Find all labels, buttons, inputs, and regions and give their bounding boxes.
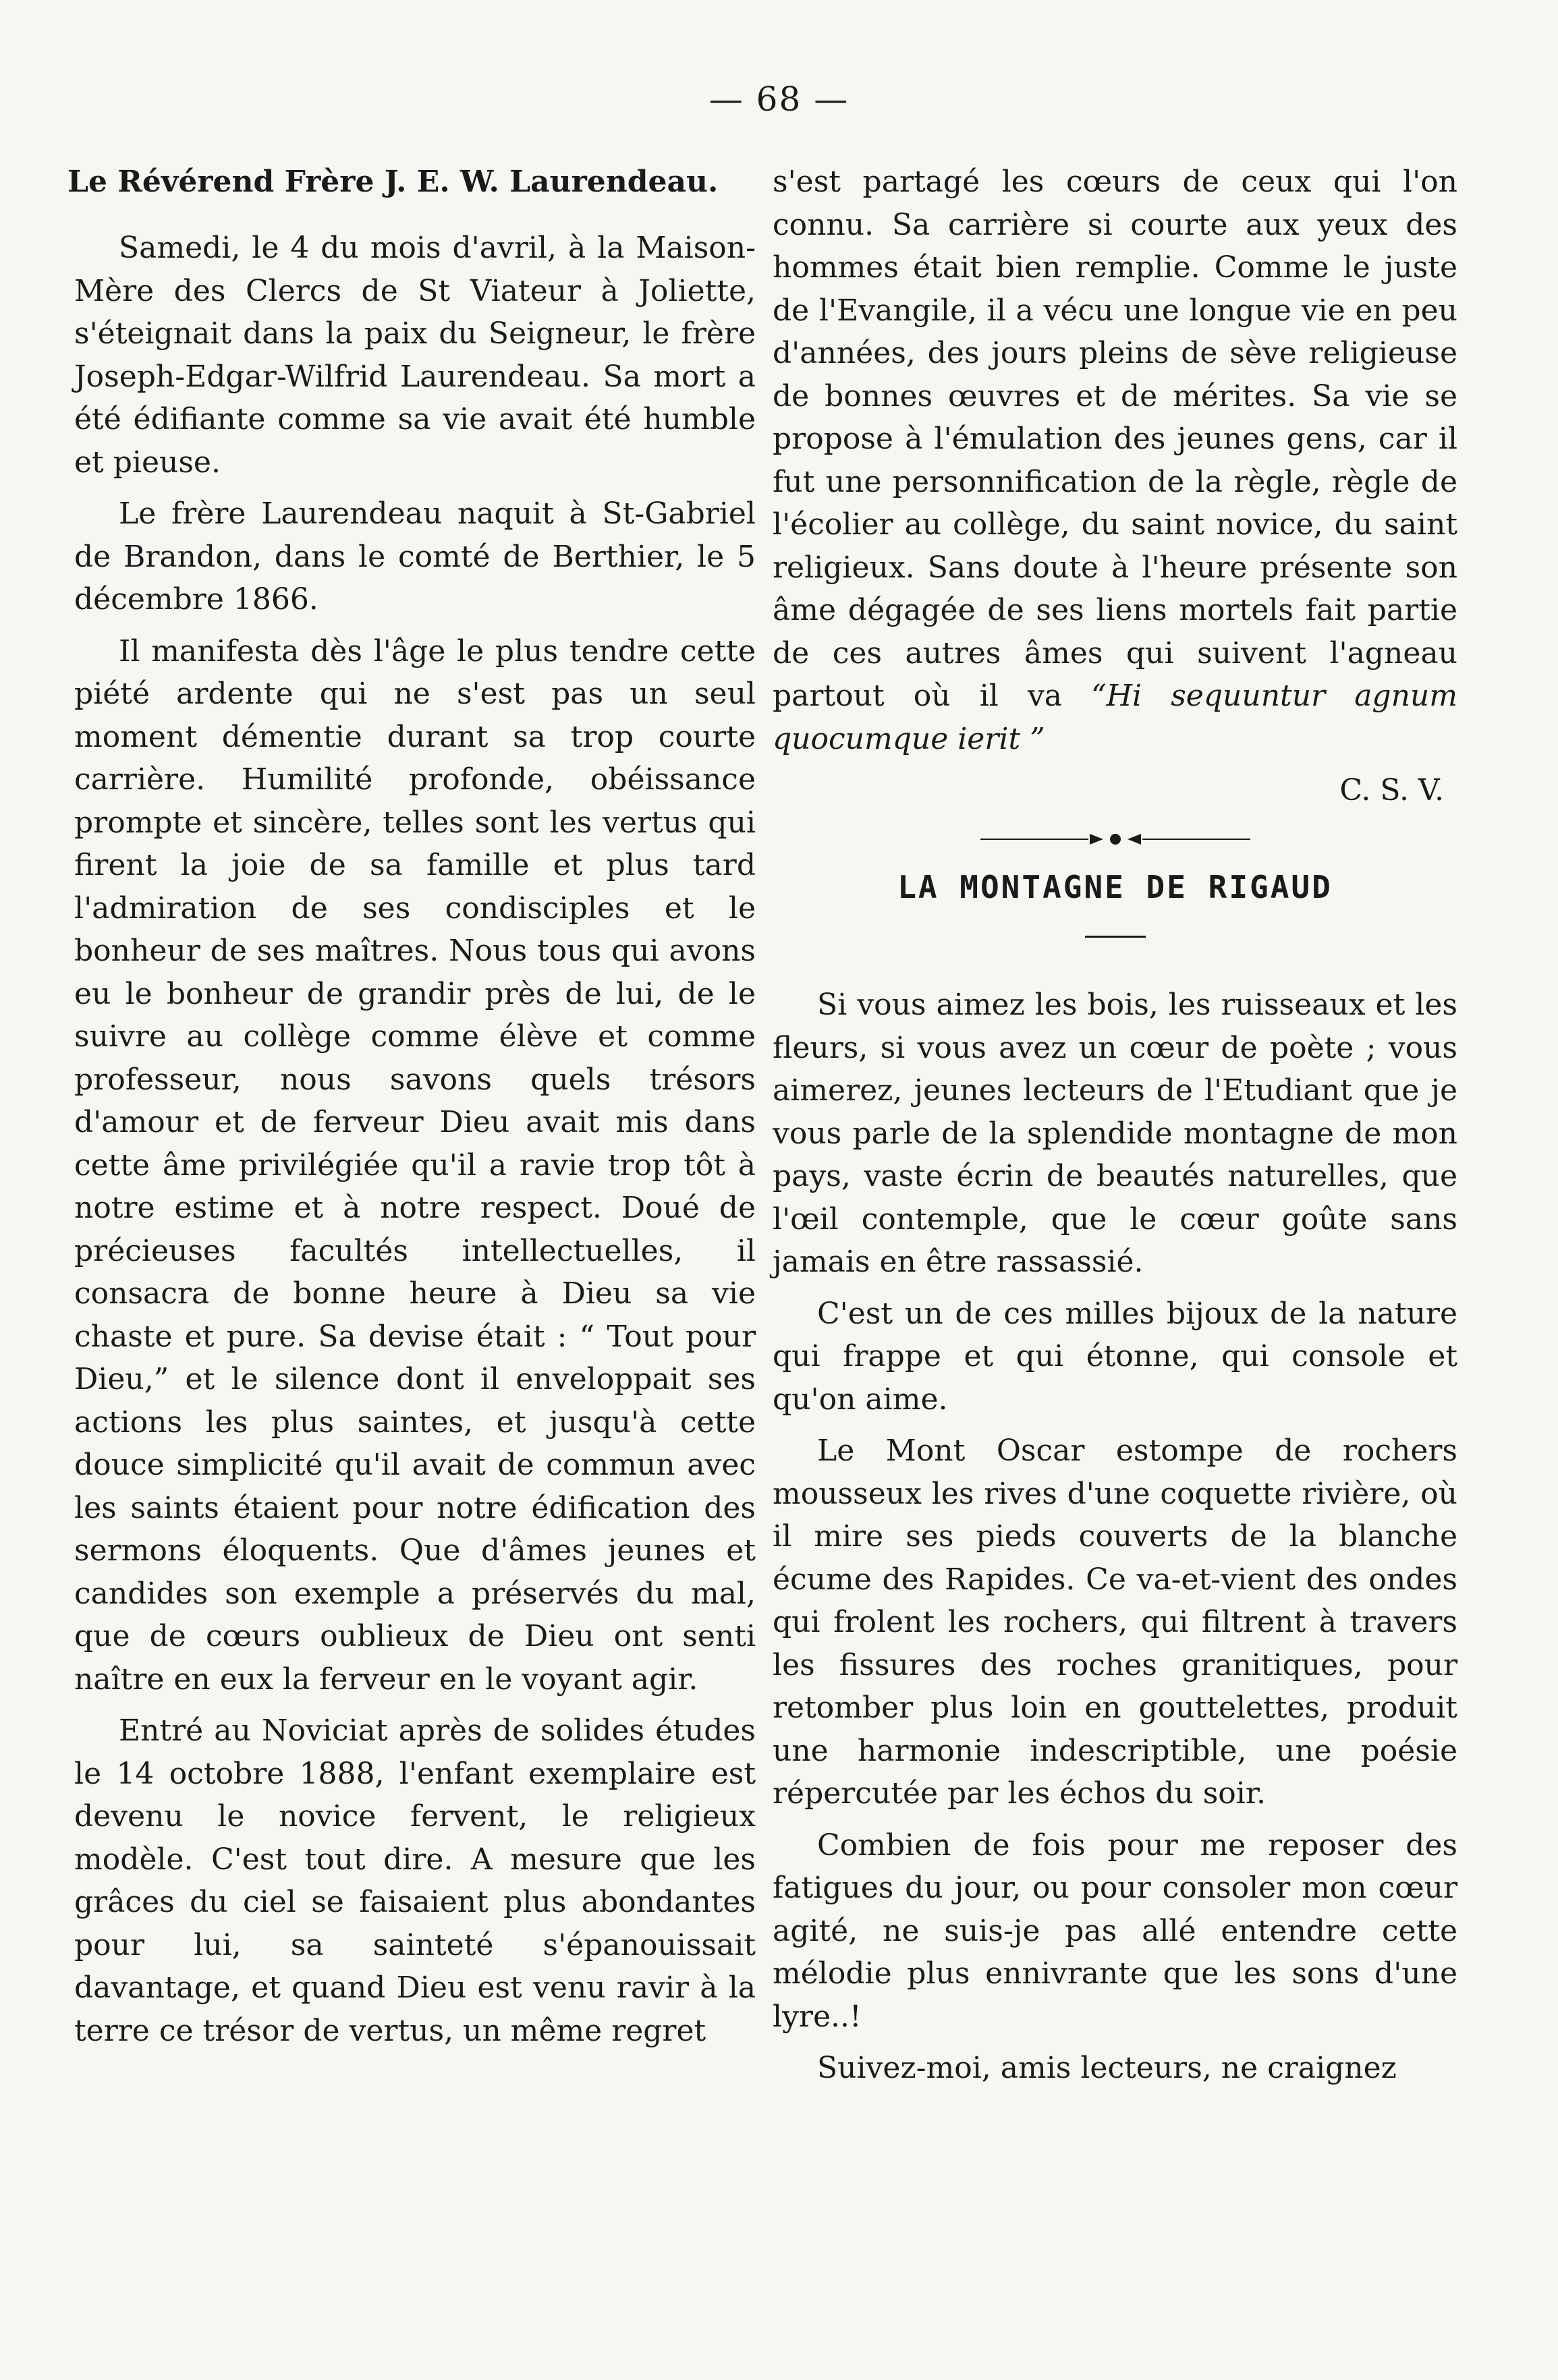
right-column [773,161,1457,2099]
paragraph: Entré au Noviciat après de solides études le 14 octobre 1888, l'enfant exemplaire est devenu le novice fervent, le religieux modèle. C'est tout dire. A mesure que les grâces du ciel se faisaient plus abondantes pour lui, sa sainteté s'épanouissait davantage, et quand Dieu est venu ravir à la terre ce trésor de vertus, un même regret [74,1713,756,2048]
paragraph: Le Mont Oscar estompe de rochers mousseux les rives d'une coquette rivière, où il mire ses pieds couverts de la blanche écume des Rapides. Ce va-et-vient des ondes qui frolent les rochers, qui filtrent à travers les fissures des roches granitiques, pour retomber plus loin en gouttelettes, produit une harmonie indescriptible, une poésie répercutée par les échos du soir. [773,1434,1457,1811]
paragraph: Le frère Laurendeau naquit à St-Gabriel de Brandon, dans le comté de Berthier, le 5 décembre 1866. [74,497,756,617]
page-number: — 68 — [708,80,850,119]
ornament-divider [974,826,1257,853]
paragraph: Suivez-moi, amis lecteurs, ne craignez [817,2051,1397,2085]
latin-quote: “Hi sequuntur agnum quocumque ierit ” [773,679,1457,756]
paragraph: Il manifesta dès l'âge le plus tendre cette piété ardente qui ne s'est pas un seul moment démentie durant sa trop courte carrière. Humilité profonde, obéissance prompte et sincère, telles sont les vertus qui firent la joie de sa famille et plus tard l'admiration de ses condisciples et le bonheur de ses maîtres. Nous tous qui avons eu le bonheur de grandir près de lui, de le suivre au collège comme élève et comme professeur, nous savons quels trésors d'amour et de ferveur Dieu avait mis dans cette âme privilégiée qu'il a ravie trop tôt à notre estime et à notre respect. Doué de précieuses facultés intellectuelles, il consacra de bonne heure à Dieu sa vie chaste et pure. Sa devise était : “ Tout pour Dieu,” et le silence dont il enveloppait ses actions les plus saintes, et jusqu'à cette douce simplicité qu'il avait de commun avec les saints étaient pour notre édification des sermons éloquents. Que d'âmes jeunes et candides son exemple a préservés du mal, que de cœurs oublieux de Dieu ont senti naître en eux la ferveur en le voyant agir. [74,633,756,1697]
paragraph: Samedi, le 4 du mois d'avril, à la Maison-Mère des Clercs de St Viateur à Joliette, s'éteignait dans la paix du Seigneur, le frère Joseph-Edgar-Wilfrid Laurendeau. Sa mort a été édifiante comme sa vie avait été humble et pieuse. [74,231,756,480]
left-column [67,161,756,2061]
continuation-text: s'est partagé les cœurs de ceux qui l'on connu. Sa carrière si courte aux yeux des hommes était bien remplie. Comme le juste de l'Evangile, il a vécu une longue vie en peu d'années, des jours pleins de sève religieuse de bonnes œuvres et de mérites. Sa vie se propose à l'émulation des jeunes gens, car il fut une personnification de la règle, règle de l'écolier au collège, du saint novice, du saint religieux. Sans doute à l'heure présente son âme dégagée de ses liens mortels fait partie de ces autres âmes qui suivent l'agneau partout où il va [773,165,1457,713]
signature: C. S. V. [1339,773,1444,808]
paragraph-continuation [773,161,1457,760]
paragraph: Si vous aimez les bois, les ruisseaux et les fleurs, si vous avez un cœur de poète ; vous aimerez, jeunes lecteurs de l'Etudiant que je vous parle de la splendide montagne de mon pays, vaste écrin de beautés naturelles, que l'œil contemple, que le cœur goûte sans jamais en être rassassié. [773,988,1457,1279]
paragraph: Combien de fois pour me reposer des fatigues du jour, ou pour consoler mon cœur agité, ne suis-je pas allé entendre cette mélodie plus ennivrante que les sons d'une lyre..! [773,1828,1457,2034]
section-title: LA MONTAGNE DE RIGAUD [897,868,1333,905]
article-heading: Le Révérend Frère J. E. W. Laurendeau. [67,165,719,199]
title-rule [1085,936,1146,938]
paragraph: C'est un de ces milles bijoux de la nature qui frappe et qui étonne, qui console et qu'on aime. [773,1296,1457,1417]
